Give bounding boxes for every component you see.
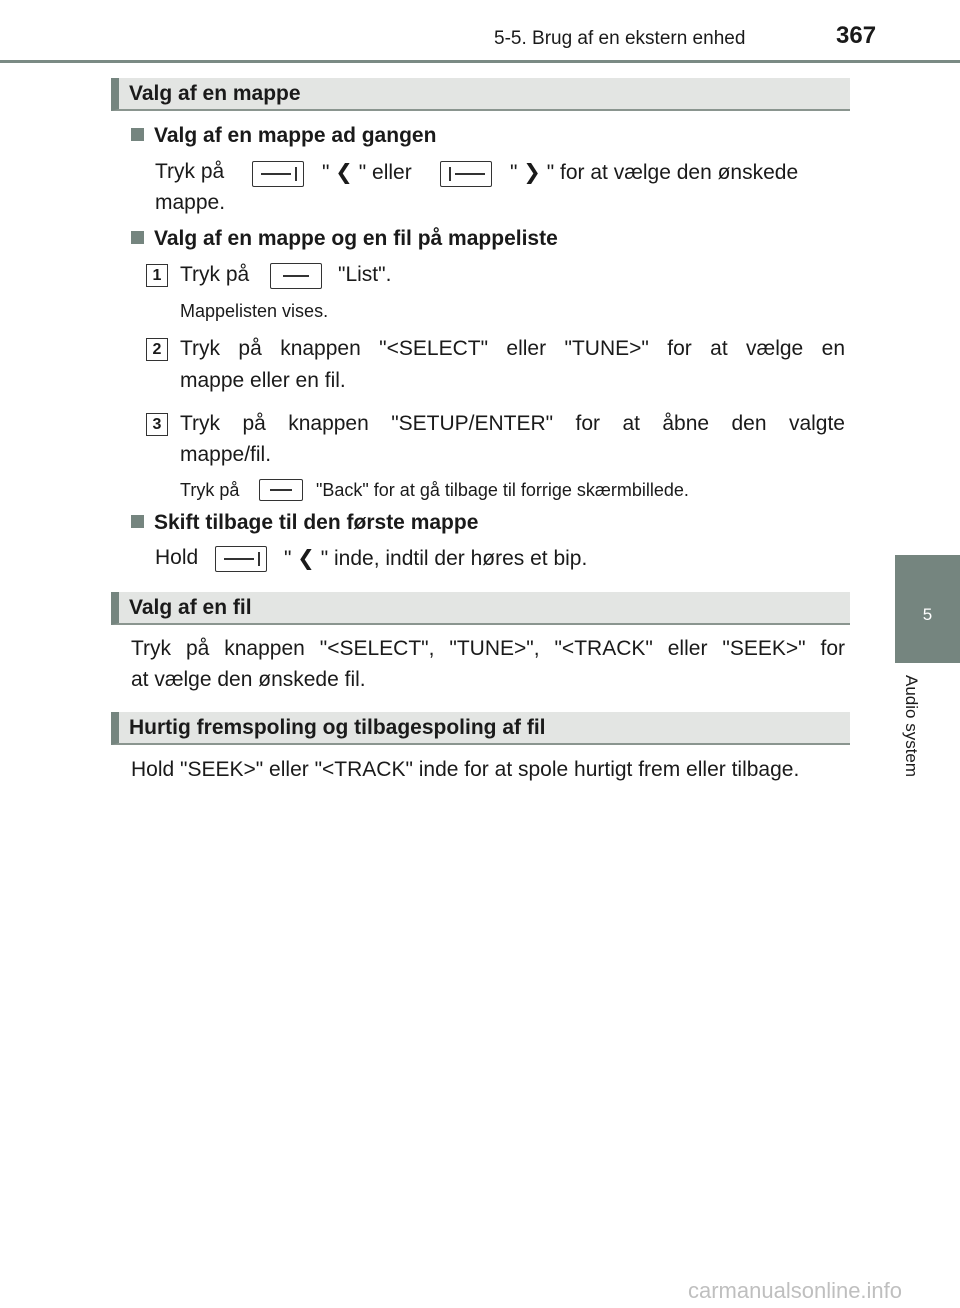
watermark: carmanualsonline.info xyxy=(688,1278,903,1303)
back-button-icon xyxy=(259,479,303,501)
step-number-3: 3 xyxy=(146,413,168,436)
step-note: Mappelisten vises. xyxy=(180,301,329,321)
step-note: Tryk på xyxy=(180,480,240,500)
subheading-text: Skift tilbage til den første mappe xyxy=(154,511,479,534)
section-heading-fast-forward xyxy=(111,712,850,745)
step-number-2: 2 xyxy=(146,338,168,361)
subheading-folder-one-at-a-time xyxy=(131,124,436,148)
seek-left-button-icon xyxy=(215,546,267,572)
chapter-tab-number: 5 xyxy=(922,605,933,624)
step-text: mappe eller en fil. xyxy=(180,369,346,392)
section-heading-text: Hurtig fremspoling og tilbagespoling af fil xyxy=(129,716,546,739)
square-bullet-icon xyxy=(131,515,144,528)
chapter-tab-label-text: Audio system xyxy=(902,675,921,778)
square-bullet-icon xyxy=(131,128,144,141)
step-text: "List". xyxy=(338,263,392,286)
page-number: 367 xyxy=(836,22,877,49)
step-number-1: 1 xyxy=(146,264,168,287)
section-heading-text: Valg af en fil xyxy=(129,596,252,619)
subheading-text: Valg af en mappe og en fil på mappeliste xyxy=(154,227,558,250)
seek-right-button-icon xyxy=(440,161,492,187)
section-heading-file xyxy=(111,592,850,625)
body-text: " ❮ " eller xyxy=(322,161,412,184)
body-text: mappe. xyxy=(155,191,226,214)
subheading-return-first-folder xyxy=(131,511,478,535)
section-heading-folder xyxy=(111,78,850,111)
body-text: " ❯ " for at vælge den ønskede xyxy=(510,161,799,184)
seek-left-button-icon xyxy=(252,161,304,187)
header-divider xyxy=(0,60,960,63)
body-text: " ❮ " inde, indtil der høres et bip. xyxy=(284,547,588,570)
chapter-title: 5-5. Brug af en ekstern enhed xyxy=(494,28,746,49)
step-text: Tryk på knappen "<SELECT" eller "TUNE>" for at vælge en xyxy=(180,337,845,360)
chapter-tab-label xyxy=(899,675,923,805)
step-text: Tryk på knappen "SETUP/ENTER" for at åbne den valgte xyxy=(180,412,845,435)
list-button-icon xyxy=(270,263,322,289)
body-text: Tryk på xyxy=(155,160,225,183)
subheading-text: Valg af en mappe ad gangen xyxy=(154,124,437,147)
section-heading-text: Valg af en mappe xyxy=(129,82,301,105)
square-bullet-icon xyxy=(131,231,144,244)
body-text: Hold "SEEK>" eller "<TRACK" inde for at spole hurtigt frem eller tilbage. xyxy=(131,758,800,781)
step-text: mappe/fil. xyxy=(180,443,272,466)
chapter-tab[interactable] xyxy=(895,555,960,663)
body-text: at vælge den ønskede fil. xyxy=(131,668,366,691)
step-note: "Back" for at gå tilbage til forrige skærmbillede. xyxy=(316,480,689,500)
body-text: Hold xyxy=(155,546,199,569)
body-text: Tryk på knappen "<SELECT", "TUNE>", "<TRACK" eller "SEEK>" for xyxy=(131,637,845,660)
subheading-folder-and-file-list xyxy=(131,227,558,251)
step-text: Tryk på xyxy=(180,263,250,286)
